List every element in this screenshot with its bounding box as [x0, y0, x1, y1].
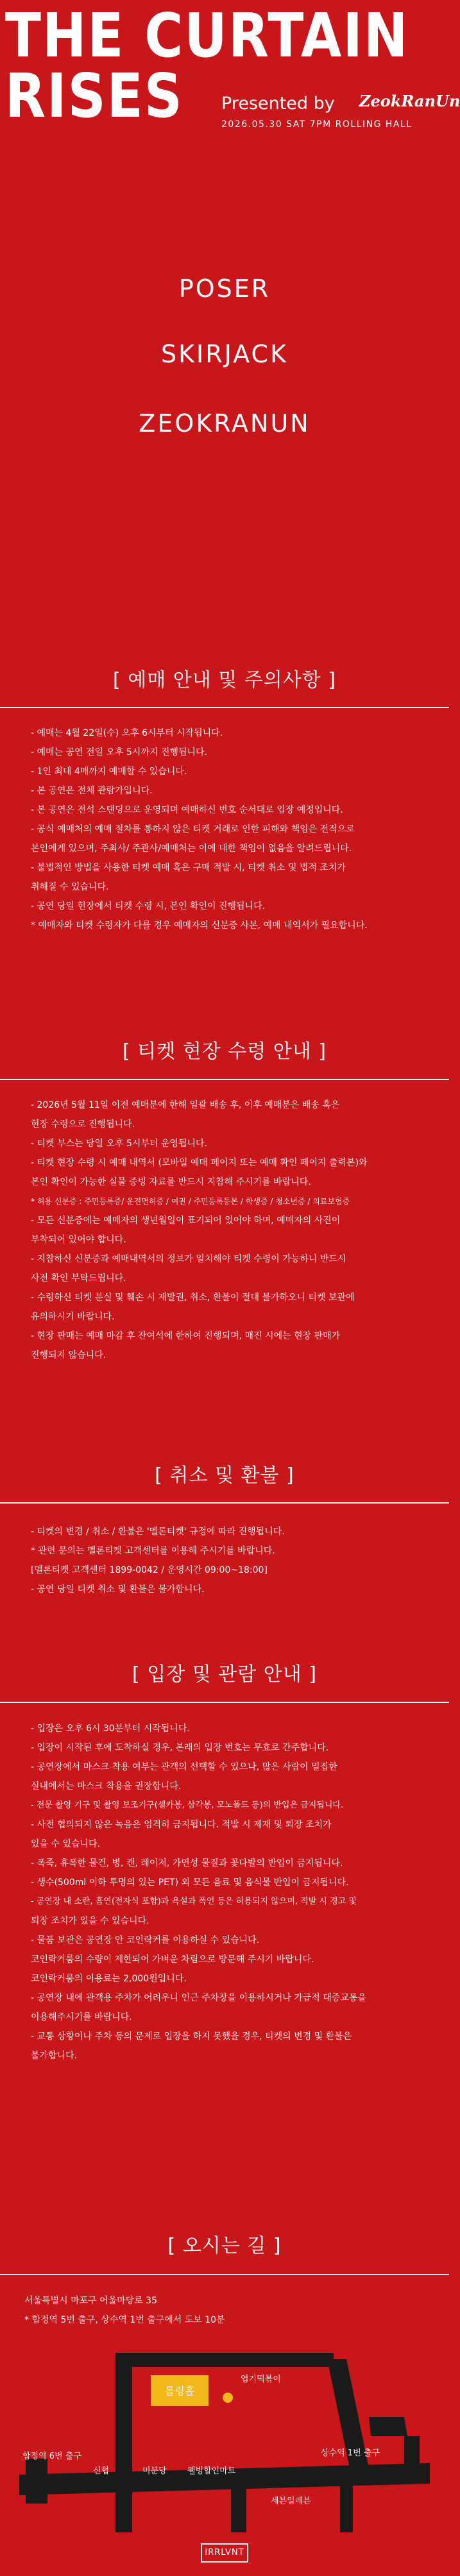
map-label-mart: 웰빙할인마트: [187, 2466, 236, 2476]
section-title-entry: [ 입장 및 관람 안내 ]: [132, 1663, 317, 1686]
address-text: 서울특별시 마포구 어울마당로 35: [24, 2296, 157, 2306]
list-item: - 입장이 시작된 후에 도착하실 경우, 본래의 입장 번호는 무효로 간주합니다.: [31, 1743, 329, 1753]
directions-text: * 합정역 5번 출구, 상수역 1번 출구에서 도보 10분: [24, 2315, 225, 2325]
section-title-refund: [ 취소 및 환불 ]: [155, 1464, 294, 1487]
map-label-miso: 미분당: [142, 2466, 167, 2476]
list-item: - 2026년 5월 11일 이전 예매분에 한해 일괄 배송 후, 이후 예매분은 배송 혹은: [31, 1100, 340, 1110]
section-divider: [0, 1079, 449, 1080]
list-item: * 예매자와 티켓 수령자가 다를 경우 예매자의 신분증 사본, 예매 내역서가 필요합니다.: [31, 920, 368, 931]
list-item: 이용해주시기를 바랍니다.: [31, 2012, 132, 2022]
list-item: - 입장은 오후 6시 30분부터 시작됩니다.: [31, 1724, 190, 1734]
list-item: 본인 확인이 가능한 실물 증빙 자료를 반드시 지참해 주시기를 바랍니다.: [31, 1177, 311, 1187]
list-item: 진행되지 않습니다.: [31, 1350, 106, 1360]
list-item: - 모든 신분증에는 예매자의 생년월일이 표기되어 있어야 하며, 예매자의 사진이: [31, 1216, 341, 1226]
list-item: - 티켓 현장 수령 시 예매 내역서 (모바일 예매 페이지 또는 예매 확인 페이지 출력본)와: [31, 1158, 368, 1168]
list-item: - 티켓의 변경 / 취소 / 환불은 '멜론티켓' 규정에 따라 진행됩니다.: [31, 1527, 285, 1537]
section-body-directions: [24, 2291, 422, 2330]
section-body-booking: [31, 724, 429, 935]
section-body-refund: [31, 1522, 429, 1599]
list-item: 코인락커룸의 이용료는 2,000원입니다.: [31, 1974, 187, 1984]
list-item: 현장 수령으로 진행됩니다.: [31, 1119, 135, 1130]
list-item: - 수령하신 티켓 분실 및 훼손 시 재발권, 취소, 환불이 절대 불가하오니 티켓 보관에: [31, 1292, 355, 1303]
section-title-ticket-pickup: [ 티켓 현장 수령 안내 ]: [123, 1040, 327, 1063]
list-item: 사전 확인 부탁드립니다.: [31, 1273, 126, 1284]
list-item: 퇴장 조치가 있을 수 있습니다.: [31, 1916, 149, 1926]
section-body-entry: [31, 1719, 429, 2065]
list-item: - 사전 협의되지 않은 녹음은 엄격히 금지됩니다. 적발 시 제재 및 퇴장 조치가: [31, 1820, 332, 1830]
list-item: - 공식 예매처의 예매 절차를 통하지 않은 티켓 거래로 인한 피해와 책임은 전적으로: [31, 824, 355, 835]
section-divider: [0, 1702, 449, 1703]
poster-header: [0, 0, 460, 138]
map-label-shinhan: 신협: [93, 2466, 110, 2476]
artist-poser: POSER: [178, 275, 271, 303]
list-item: - 지참하신 신분증과 예매내역서의 정보가 일치해야 티켓 수령이 가능하니 반드시: [31, 1254, 346, 1264]
map-label-hapjeong: 합정역 6번 출구: [22, 2452, 81, 2461]
list-item: 본인에게 있으며, 주최사/ 주관사/예매처는 이에 대한 책임이 없음을 알려드립니다.: [31, 843, 352, 854]
brand-logo: ZeokRanUn: [359, 92, 460, 110]
list-item: [멜론티켓 고객센터 1899-0042 / 운영시간 09:00~18:00]: [31, 1565, 268, 1575]
map-label-yeonggi: 엽기떡볶이: [241, 2375, 281, 2384]
list-item: 불가합니다.: [31, 2051, 78, 2061]
title-line-2: RISES: [5, 61, 183, 132]
artist-skirjack: SKIRJACK: [161, 340, 288, 368]
map-road: [26, 2459, 47, 2504]
artist-zeokranun: ZEOKRANUN: [139, 409, 311, 437]
list-item: - 현장 판매는 예매 마감 후 잔여석에 한하여 진행되며, 매진 시에는 현장 판매가: [31, 1331, 341, 1341]
list-item: - 본 공연은 전체 관람가입니다.: [31, 786, 153, 796]
list-item: 유의하시기 바랍니다.: [31, 1312, 115, 1322]
section-title-directions: [ 오시는 길 ]: [167, 2235, 282, 2257]
list-item: 취해질 수 있습니다.: [31, 882, 109, 892]
map-venue-label: 롤링홀: [164, 2385, 195, 2397]
location-map: [19, 2353, 430, 2532]
list-item: - 공연 당일 티켓 취소 및 환불은 불가합니다.: [31, 1584, 205, 1595]
section-body-ticket-pickup: [31, 1096, 429, 1365]
list-item: 코인락커룸의 수량이 제한되어 가벼운 차림으로 방문해 주시기 바랍니다.: [31, 1954, 314, 1965]
list-item: - 생수(500ml 이하 투명의 있는 PET) 외 모든 음료 및 음식물 반입이 금지됩니다.: [31, 1877, 349, 1888]
section-title-booking: [ 예매 안내 및 주의사항 ]: [113, 669, 336, 691]
list-item: - 공연장에서 마스크 착용 여부는 관객의 선택할 수 있으나, 많은 사람이 밀집한: [31, 1762, 337, 1772]
section-divider: [0, 2274, 449, 2275]
list-item: - 공연장 내 소란, 흡연(전자식 포함)과 욕설과 폭언 등은 허용되지 않으며, 적발 시 경고 및: [31, 1897, 357, 1906]
list-item: 실내에서는 마스크 착용을 권장합니다.: [31, 1781, 182, 1792]
section-divider: [0, 1502, 449, 1504]
list-item: - 불법적인 방법을 사용한 티켓 예매 혹은 구매 적발 시, 티켓 취소 및 법적 조치가: [31, 863, 346, 873]
map-road: [404, 2436, 420, 2481]
list-item: * 허용 신분증 : 주민등록증/ 운전면허증 / 여권 / 주민등록등본 / 학생증 / 청소년증 / 의료보험증: [31, 1197, 350, 1206]
title-line-1: THE CURTAIN: [5, 1, 409, 72]
list-item: - 폭죽, 휴폭한 물건, 병, 캔, 레이저, 가연성 물질과 꽃다발의 반입이 금지됩니다.: [31, 1858, 343, 1868]
presented-by: Presented by: [221, 94, 335, 114]
map-road: [115, 2353, 132, 2481]
list-item: - 본 공연은 전석 스탠딩으로 운영되며 예매하신 번호 순서대로 입장 예정입니다.: [31, 805, 343, 815]
list-item: - 예매는 4월 22일(수) 오후 6시부터 시작됩니다.: [31, 728, 223, 738]
section-divider: [0, 707, 449, 708]
list-item: - 공연 당일 현장에서 티켓 수령 시, 본인 확인이 진행됩니다.: [31, 901, 266, 911]
list-item: 있을 수 있습니다.: [31, 1839, 101, 1849]
list-item: - 교통 상황이나 주차 등의 문제로 입장을 하지 못했을 경우, 티켓의 변경 및 환불은: [31, 2031, 352, 2042]
map-road: [231, 2481, 246, 2532]
list-item: - 예매는 공연 전일 오후 5시까지 진행됩니다.: [31, 747, 208, 758]
list-item: 부착되어 있어야 합니다.: [31, 1235, 126, 1245]
map-label-sangsu: 상수역 1번 출구: [321, 2448, 380, 2458]
list-item: - 티켓 부스는 당일 오후 5시부터 운영됩니다.: [31, 1139, 208, 1149]
event-info: 2026.05.30 SAT 7PM ROLLING HALL: [221, 119, 413, 130]
map-road: [340, 2478, 353, 2532]
list-item: * 관련 문의는 멜론티켓 고객센터를 이용해 주시기를 바랍니다.: [31, 1546, 275, 1556]
list-item: - 전문 촬영 기구 및 촬영 보조기구(셀카봉, 삼각봉, 모노폴드 등)의 반입은 금지됩니다.: [31, 1801, 344, 1810]
map-road: [115, 2487, 132, 2532]
map-road: [115, 2353, 334, 2367]
list-item: - 공연장 내에 관객용 주차가 어려우니 인근 주차장을 이용하시거나 가급적 대중교통을: [31, 1993, 366, 2003]
list-item: - 물품 보관은 공연장 안 코인락커를 이용하실 수 있습니다.: [31, 1935, 260, 1945]
list-item: - 1인 최대 4매까지 예매할 수 있습니다.: [31, 767, 187, 777]
footer-logo: IRRLVNT: [201, 2543, 248, 2563]
map-label-seven: 세븐일레븐: [271, 2496, 311, 2506]
landmark-dot: [223, 2393, 233, 2403]
map-road: [369, 2417, 407, 2436]
